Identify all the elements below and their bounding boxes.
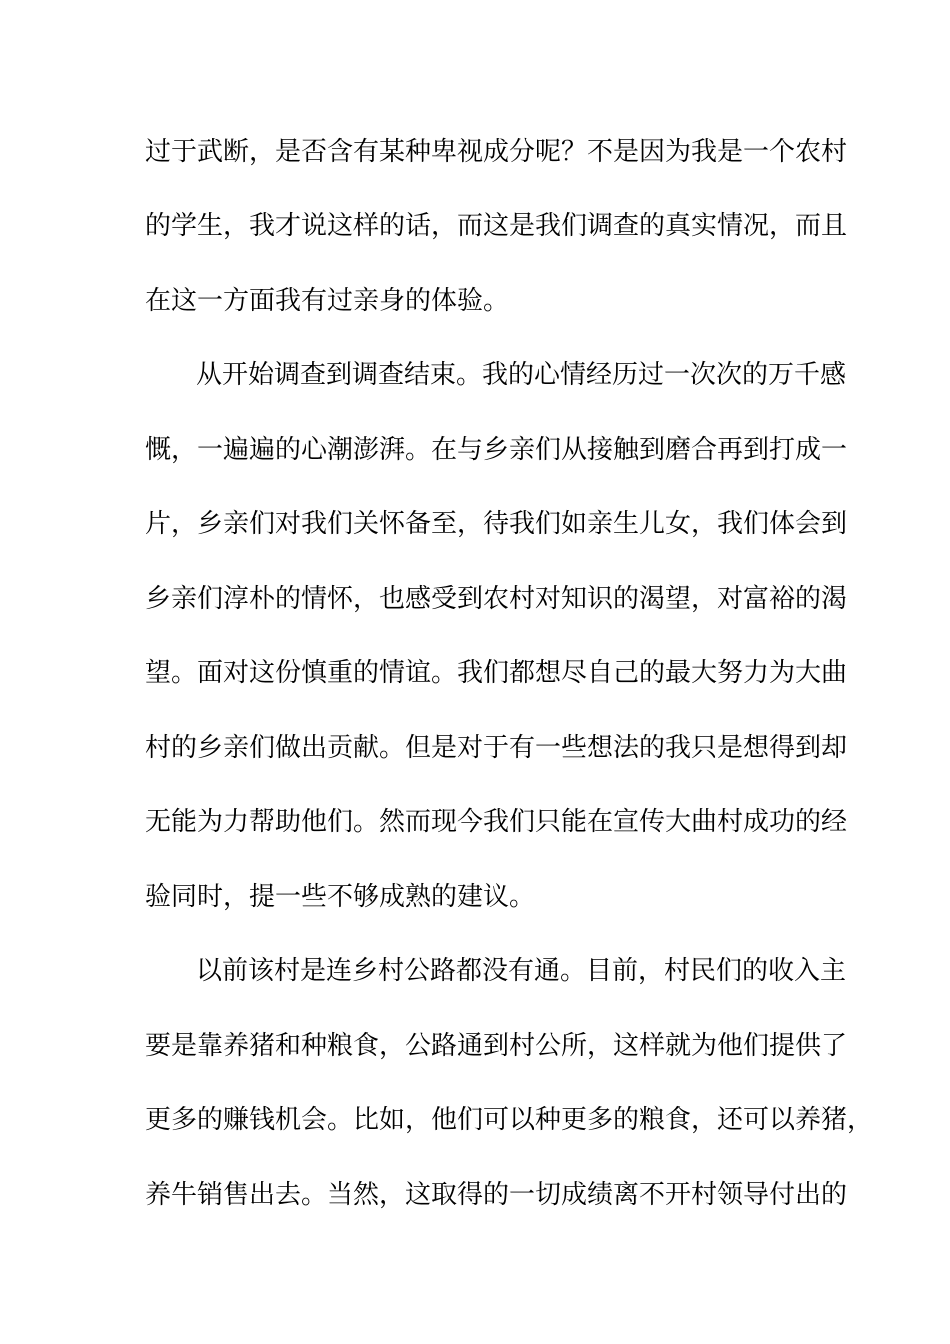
text-line: 无能为力帮助他们。然而现今我们只能在宣传大曲村成功的经 [145, 807, 848, 837]
text-line: 村的乡亲们做出贡献。但是对于有一些想法的我只是想得到却 [145, 733, 848, 763]
text-line: 更多的赚钱机会。比如，他们可以种更多的粮食，还可以养猪， [145, 1105, 874, 1135]
text-line: 望。面对这份慎重的情谊。我们都想尽自己的最大努力为大曲 [145, 658, 848, 688]
text-line: 过于武断，是否含有某种卑视成分呢？不是因为我是一个农村 [145, 137, 848, 167]
paragraph-start-line: 从开始调查到调查结束。我的心情经历过一次次的万千感 [196, 360, 847, 390]
paragraph-start-line: 以前该村是连乡村公路都没有通。目前，村民们的收入主 [196, 956, 847, 986]
text-line: 片，乡亲们对我们关怀备至，待我们如亲生儿女，我们体会到 [145, 509, 848, 539]
text-line: 要是靠养猪和种粮食，公路通到村公所，这样就为他们提供了 [145, 1031, 848, 1061]
text-line: 养牛销售出去。当然，这取得的一切成绩离不开村领导付出的 [145, 1180, 848, 1210]
text-line: 验同时，提一些不够成熟的建议。 [145, 882, 536, 912]
text-line: 乡亲们淳朴的情怀，也感受到农村对知识的渴望，对富裕的渴 [145, 584, 848, 614]
text-line: 在这一方面我有过亲身的体验。 [145, 286, 510, 316]
text-line: 慨，一遍遍的心潮澎湃。在与乡亲们从接触到磨合再到打成一 [145, 435, 848, 465]
text-line: 的学生，我才说这样的话，而这是我们调查的真实情况，而且 [145, 211, 848, 241]
